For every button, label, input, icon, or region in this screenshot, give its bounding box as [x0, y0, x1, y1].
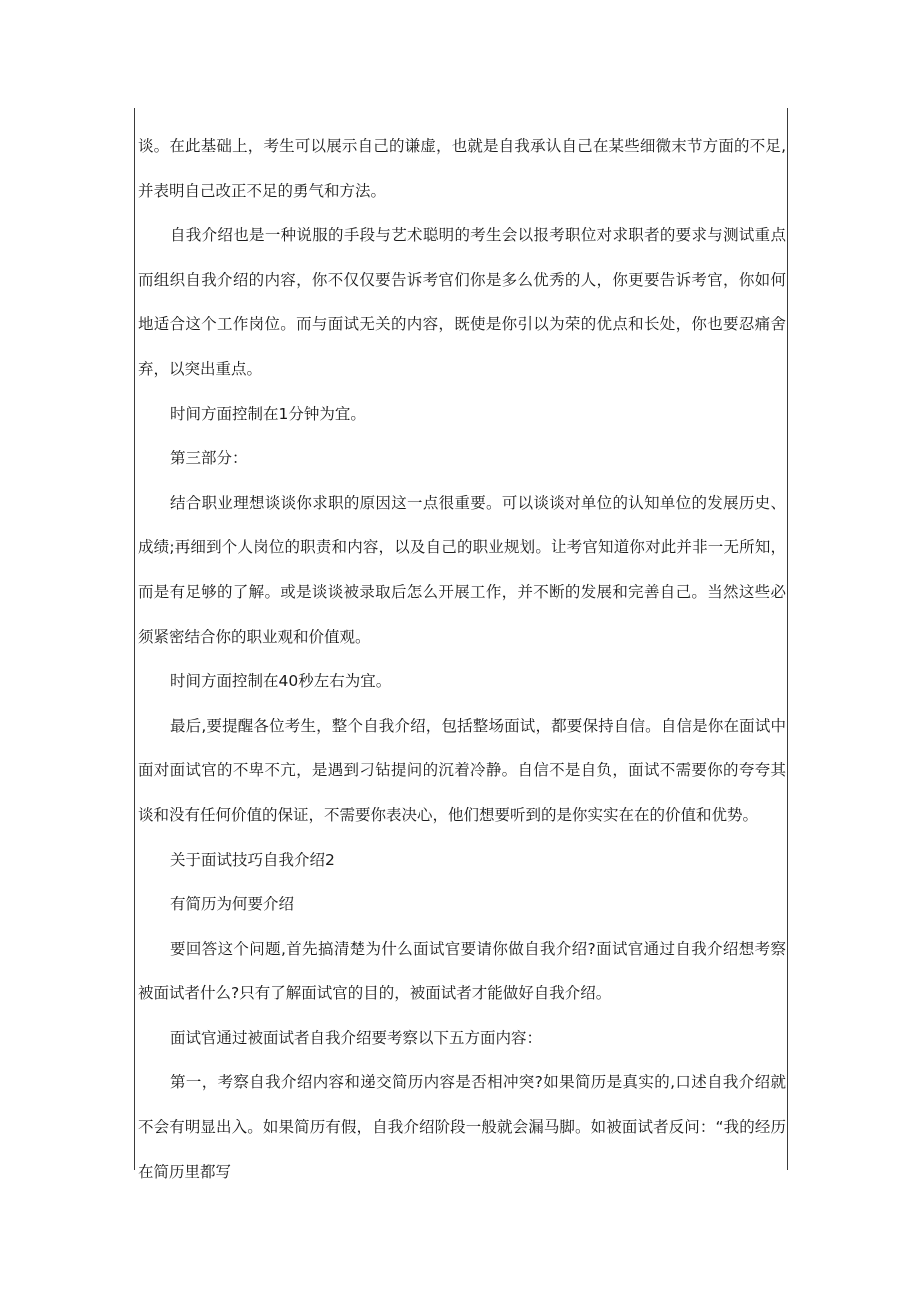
left-margin-rule	[134, 108, 135, 1170]
paragraph-confidence: 最后,要提醒各位考生，整个自我介绍，包括整场面试，都要保持自信。自信是你在面试中面对面试官的不卑不亢，是遇到刁钻提问的沉着冷静。自信不是自负，面试不需要你的夸夸其谈和没有任何价值的保证，不需要你表决心，他们想要听到的是你实实在在的价值和优势。	[138, 716, 786, 824]
section-title-2: 关于面试技巧自我介绍2	[170, 850, 335, 869]
right-margin-rule	[787, 108, 788, 1170]
paragraph-purpose: 要回答这个问题,首先搞清楚为什么面试官要请你做自我介绍?面试官通过自我介绍想考察被面试者什么?只有了解面试官的目的，被面试者才能做好自我介绍。	[138, 939, 786, 1003]
section-heading-part3: 第三部分：	[170, 449, 248, 468]
paragraph-five-aspects: 面试官通过被面试者自我介绍要考察以下五方面内容：	[170, 1028, 543, 1047]
paragraph-career-ideal: 结合职业理想谈谈你求职的原因这一点很重要。可以谈谈对单位的认知单位的发展历史、成绩;再细到个人岗位的职责和内容，以及自己的职业规划。让考官知道你对此并非一无所知，而是有足够的了解。或是谈谈被录取后怎么开展工作，并不断的发展和完善自己。当然这些必须紧密结合你的职业观和价值观。	[138, 493, 786, 646]
paragraph-first-aspect: 第一，考察自我介绍内容和递交简历内容是否相冲突?如果简历是真实的,口述自我介绍就不会有明显出入。如果简历有假，自我介绍阶段一般就会漏马脚。如被面试者反问：“我的经历在简历里都写	[138, 1073, 786, 1181]
document-body	[138, 124, 786, 1194]
paragraph-humility: 谈。在此基础上，考生可以展示自己的谦虚，也就是自我承认自己在某些细微末节方面的不足,并表明自己改正不足的勇气和方法。	[138, 137, 786, 200]
subheading-why-introduce: 有简历为何要介绍	[170, 895, 295, 914]
paragraph-time-40s: 时间方面控制在40秒左右为宜。	[170, 672, 392, 691]
paragraph-persuasion: 自我介绍也是一种说服的手段与艺术聪明的考生会以报考职位对求职者的要求与测试重点而组织自我介绍的内容，你不仅仅要告诉考官们你是多么优秀的人，你更要告诉考官，你如何地适合这个工作岗位。而与面试无关的内容，既使是你引以为荣的优点和长处，你也要忍痛舍弃，以突出重点。	[138, 226, 786, 378]
paragraph-time-1min: 时间方面控制在1分钟为宜。	[170, 404, 366, 423]
